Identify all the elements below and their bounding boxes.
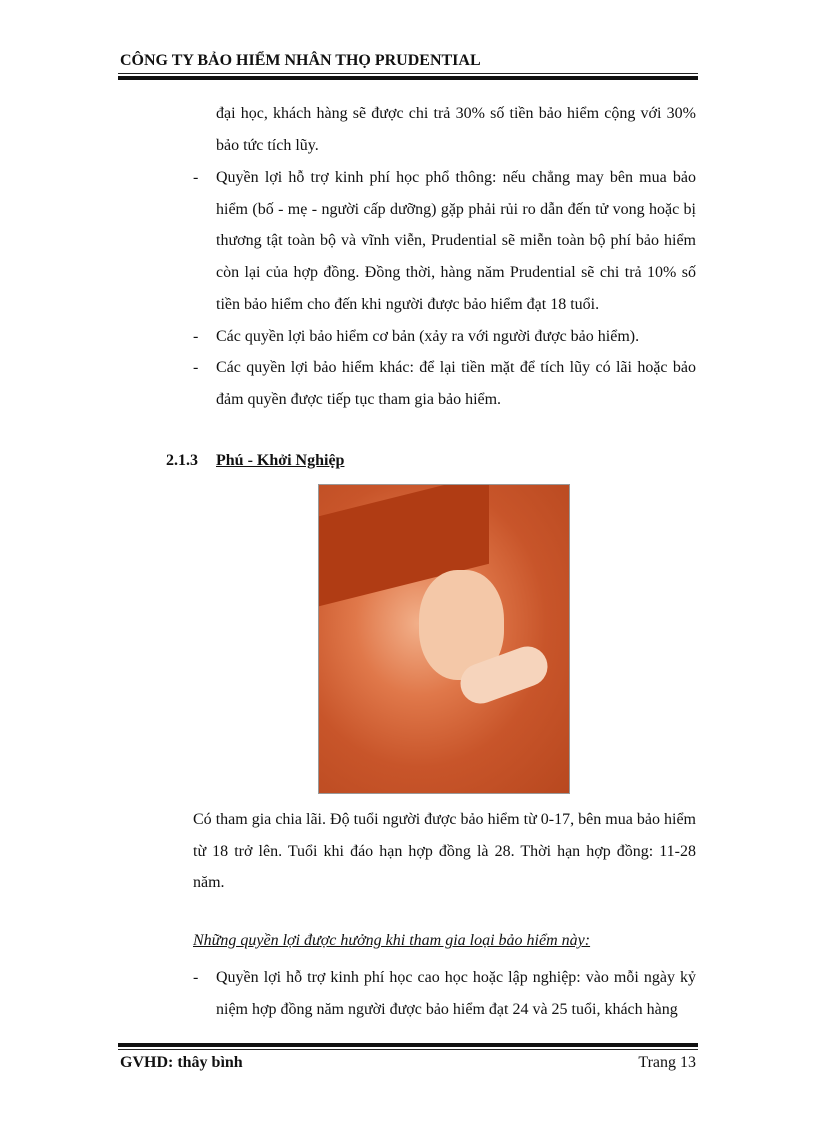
list-item: [193, 162, 696, 321]
footer-left: GVHD: thây bình: [120, 1054, 243, 1071]
bullet-dash: -: [193, 327, 199, 345]
header-rule-thick: [118, 76, 698, 80]
bullet-dash: -: [193, 169, 199, 186]
footer-rule-thick: [118, 1043, 698, 1047]
continuation-text: đại học, khách hàng sẽ được chi trả 30% số tiền bảo hiểm cộng với 30% bảo tức tích lũy.: [216, 105, 696, 154]
header-title: CÔNG TY BẢO HIỂM NHÂN THỌ PRUDENTIAL: [120, 52, 481, 69]
graduation-photo: [318, 484, 570, 794]
section-number: 2.1.3: [166, 452, 198, 469]
list-item-text: Quyền lợi hỗ trợ kinh phí học phổ thông: nếu chẳng may bên mua bảo hiểm (bố - mẹ - người cấp dưỡng) gặp phải rủi ro dẫn đến tử vong hoặc bị thương tật toàn bộ và vĩnh viễn, Prudential sẽ miễn toàn bộ phí bảo hiểm còn lại của hợp đồng. Đồng thời, hàng năm Prudential sẽ chi trả 10% số tiền bảo hiểm cho đến khi người được bảo hiểm đạt 18 tuổi.: [216, 169, 696, 313]
footer-rule: [118, 1049, 698, 1050]
list-item: [193, 352, 696, 415]
list-item: [193, 321, 696, 353]
section-heading: [166, 452, 344, 470]
section-title: Phú - Khởi Nghiệp: [216, 452, 345, 469]
benefits-heading: Những quyền lợi được hưởng khi tham gia loại bảo hiểm này:: [193, 932, 591, 949]
page-number: Trang 13: [638, 1054, 696, 1071]
top-bullet-list: [193, 162, 696, 416]
bottom-bullet-list: [193, 962, 696, 1025]
header-rule: [118, 73, 698, 74]
list-item: [193, 962, 696, 1025]
product-paragraph: Có tham gia chia lãi. Độ tuổi người được bảo hiểm từ 0-17, bên mua bảo hiểm từ 18 trở lên. Tuổi khi đáo hạn hợp đồng là 28. Thời hạn hợp đồng: 11-28 năm.: [193, 811, 696, 892]
list-item-text: Các quyền lợi bảo hiểm khác: để lại tiền mặt để tích lũy có lãi hoặc bảo đảm quyền được tiếp tục tham gia bảo hiểm.: [216, 359, 696, 408]
bullet-dash: -: [193, 969, 199, 986]
list-item-text: Các quyền lợi bảo hiểm cơ bản (xảy ra với người được bảo hiểm).: [216, 327, 640, 345]
bullet-dash: -: [193, 359, 199, 377]
list-item-text: Quyền lợi hỗ trợ kinh phí học cao học hoặc lập nghiệp: vào mỗi ngày kỷ niệm hợp đồng năm người được bảo hiểm đạt 24 và 25 tuổi, khách hàng: [216, 969, 696, 1018]
